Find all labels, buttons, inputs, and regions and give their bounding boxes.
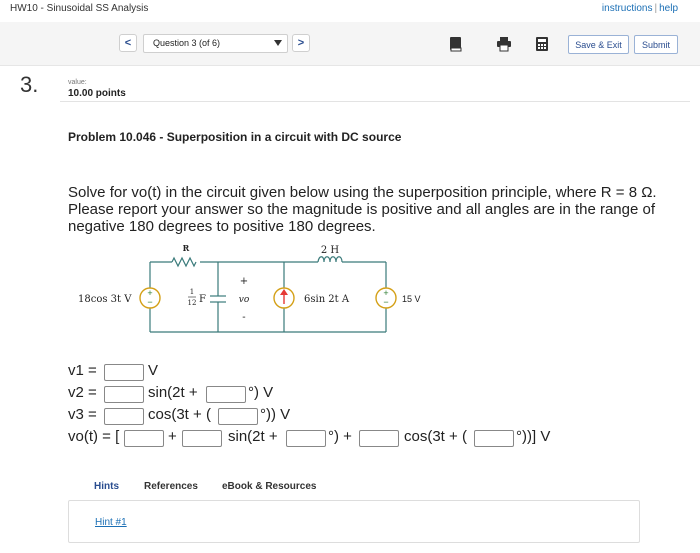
tab-references[interactable]: References [144,481,198,492]
top-links [602,3,678,14]
save-exit-button[interactable]: Save & Exit [568,35,629,54]
v3-phase-input[interactable] [218,408,258,425]
divider [60,101,690,102]
vo-sin-text: sin(2t + [228,428,278,445]
capacitor-label-unit: F [199,294,206,305]
source-minus-sign: − [147,297,153,307]
submit-button[interactable]: Submit [634,35,678,54]
capacitor-label-numerator: 1 [189,288,195,296]
help-link[interactable]: help [659,3,678,14]
v3-unit: °)) V [260,406,291,423]
vo-minus-label: - [242,312,246,323]
v2-phase-input[interactable] [206,386,246,403]
resistor-symbol [172,258,196,266]
v2-unit: °) V [248,384,274,401]
calculator-icon[interactable] [534,36,550,52]
v1-unit: V [148,362,159,379]
vo-end-text: °))] V [516,428,551,445]
points-value: 10.00 points [68,88,126,99]
value-label: value: [68,79,87,86]
v2-label: v2 = [68,384,97,401]
hint-1-link[interactable]: Hint #1 [95,517,127,528]
vo-label: vo [238,295,250,305]
instructions-link[interactable]: instructions [601,3,653,14]
dropdown-caret-icon [274,40,282,46]
next-question-button[interactable]: > [292,34,310,52]
v3-magnitude-input[interactable] [104,408,144,425]
v2-magnitude-input[interactable] [104,386,144,403]
v1-label: v1 = [68,362,97,379]
capacitor-label-denominator: 12 [187,299,197,307]
tab-hints[interactable]: Hints [94,481,119,492]
source-plus-sign: + [147,288,153,298]
link-separator: | [654,3,658,14]
print-icon[interactable] [496,36,512,52]
assignment-title: HW10 - Sinusoidal SS Analysis [10,3,149,14]
hint-panel [68,500,640,543]
v2-sin-text: sin(2t + [148,384,198,401]
tab-ebook-resources[interactable]: eBook & Resources [222,481,317,492]
question-selector[interactable] [143,34,288,53]
question-toolbar [0,22,700,66]
vo-plus-label: + [239,276,249,287]
inductor-label: 2 H [320,245,340,256]
vo-sin-phase-input[interactable] [286,430,326,447]
circuit-diagram [68,242,438,342]
dc-source-label: 15 V [402,294,421,304]
ebook-icon[interactable] [448,36,464,52]
question-selector-value: Question 3 (of 6) [153,38,221,48]
previous-question-button[interactable]: < [119,34,137,52]
problem-title: Problem 10.046 - Superposition in a circuit with DC source [68,130,402,144]
vo-plus-text: + [168,428,177,445]
resistor-label: R [182,243,190,253]
vo-cos-magnitude-input[interactable] [359,430,399,447]
vo-cos-text: cos(3t + ( [404,428,467,445]
inductor-symbol [318,257,342,262]
current-source-label: 6sin 2t A [304,294,350,305]
ac-source-label: 18cos 3t V [78,294,132,305]
question-number: 3. [20,72,39,97]
vo-deg-plus-text: °) + [328,428,352,445]
vo-dc-input[interactable] [124,430,164,447]
problem-statement: Solve for vo(t) in the circuit given below using the superposition principle, where R = 8 Ω. Please report your answer so the magnitude is positive and all angles are in the range of negative 180 degrees to positive 180 degrees. [68,184,657,235]
top-bar [0,0,700,18]
vo-label: vo(t) = [ [68,428,120,445]
v3-label: v3 = [68,406,97,423]
dc-source-plus-sign: + [383,288,389,298]
vo-cos-phase-input[interactable] [474,430,514,447]
vo-sin-magnitude-input[interactable] [182,430,222,447]
v1-input[interactable] [104,364,144,381]
v3-cos-text: cos(3t + ( [148,406,211,423]
dc-source-minus-sign: − [383,297,389,307]
